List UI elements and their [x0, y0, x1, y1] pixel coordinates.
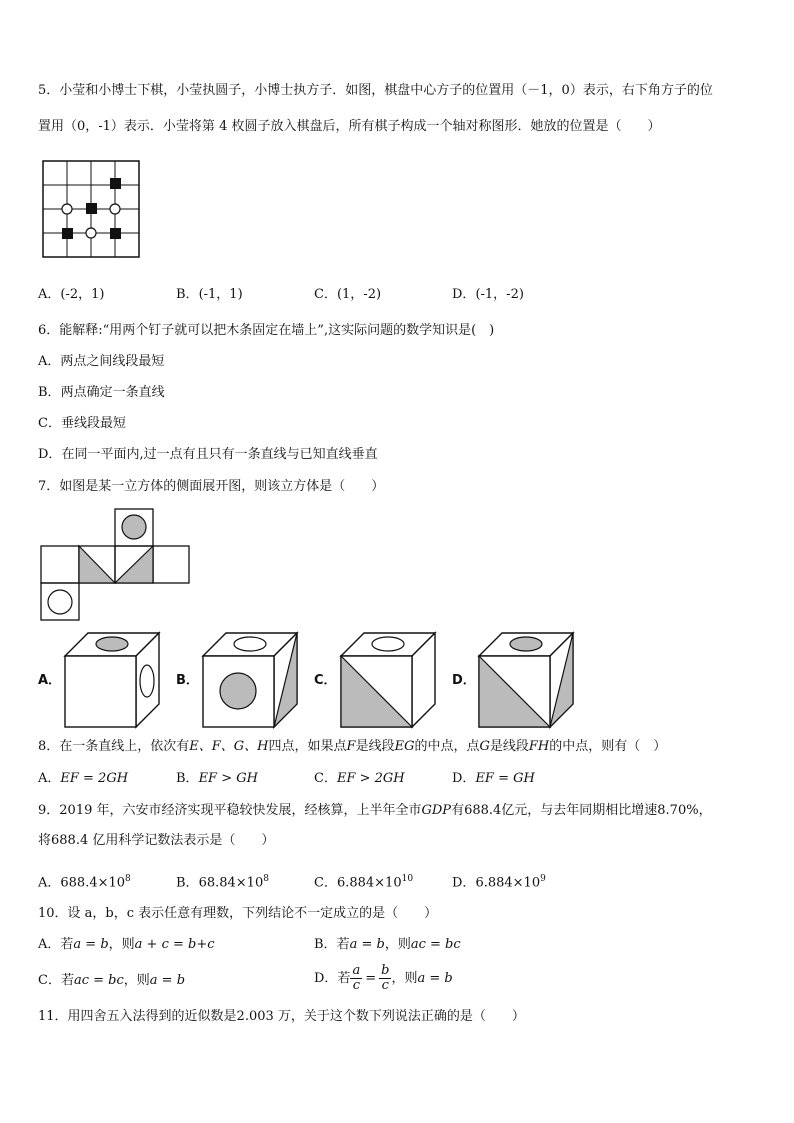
cube-option-b[interactable] — [200, 630, 300, 730]
open-circle-face — [140, 665, 154, 697]
open-circle-face — [234, 637, 266, 651]
q9-option-d[interactable] — [452, 870, 546, 892]
q7-text: 7．如图是某一立方体的侧面展开图，则该立方体是（ ） — [38, 479, 385, 494]
q5-option-a[interactable] — [38, 286, 104, 304]
round-piece — [62, 204, 72, 214]
option-value: EF = GH — [475, 771, 535, 786]
shaded-circle-face — [220, 673, 256, 709]
option-text: ，则 — [108, 937, 135, 952]
option-label: B． — [38, 385, 61, 400]
option-label: A． — [38, 287, 61, 302]
fraction-b-over-c — [379, 964, 391, 993]
open-circle-face — [48, 590, 72, 614]
cube-option-a[interactable] — [62, 630, 162, 730]
option-value: 垂线段最短 — [60, 416, 126, 431]
option-value: EF > 2GH — [336, 771, 405, 786]
q8-text-part: 是线段 — [355, 739, 395, 754]
q10-option-c[interactable] — [38, 972, 185, 990]
option-result: a = b — [417, 970, 453, 986]
q8-option-b[interactable] — [176, 770, 258, 788]
q5-option-d[interactable] — [452, 286, 524, 304]
option-value: 两点之间线段最短 — [60, 354, 165, 369]
q8-option-d[interactable] — [452, 770, 535, 788]
q5-option-c[interactable] — [314, 286, 381, 304]
square-piece — [110, 178, 121, 189]
option-label: B． — [176, 287, 199, 302]
square-piece — [86, 203, 97, 214]
shaded-circle-face — [122, 515, 146, 539]
option-label: D． — [452, 287, 476, 302]
q9-option-a[interactable] — [38, 870, 131, 892]
cube-option-d[interactable] — [476, 630, 576, 730]
q8-text — [38, 738, 666, 756]
q5-option-b[interactable] — [176, 286, 243, 304]
option-condition: ac = bc — [73, 973, 124, 988]
q9-text-part: 有688.4亿元，与去年同期相比增速8.70%， — [451, 803, 712, 818]
option-label: C． — [314, 875, 337, 891]
shaded-circle-face — [510, 637, 542, 651]
shaded-triangle-face — [79, 546, 115, 583]
option-label: C． — [314, 771, 337, 786]
fraction-denominator: c — [381, 978, 389, 993]
q9-text-line1 — [38, 802, 712, 820]
q8-point-f: F — [346, 739, 356, 754]
q10-option-a[interactable] — [38, 936, 215, 954]
q8-segment-eg: EG — [394, 739, 415, 754]
square-piece — [110, 228, 121, 239]
option-text: 若 — [60, 973, 74, 988]
option-label: B． — [314, 937, 337, 952]
option-mantissa: 68.84×10 — [198, 875, 264, 891]
option-condition: a = b — [73, 937, 109, 952]
q8-segment-fh: FH — [528, 739, 550, 754]
option-value: (1，-2) — [336, 287, 382, 302]
fraction-denominator: c — [352, 978, 360, 993]
option-label: A． — [38, 771, 61, 786]
shaded-triangle-face — [115, 546, 153, 583]
q8-text-part: 的中点，点 — [414, 739, 480, 754]
option-result: a + c = b+c — [134, 937, 215, 952]
q10-text: 10．设 a，b，c 表示任意有理数，下列结论不一定成立的是（ ） — [38, 906, 438, 921]
q7-option-a-label[interactable]: A． — [38, 673, 62, 688]
q6-option-a[interactable] — [38, 353, 164, 371]
option-label: D． — [314, 970, 338, 986]
q6-text: 6．能解释:“用两个钉子就可以把木条固定在墙上”,这实际问题的数学知识是( ) — [38, 323, 495, 338]
option-label: D． — [38, 447, 62, 462]
fraction-numerator: b — [381, 963, 390, 978]
q6-option-d[interactable] — [38, 446, 378, 464]
q11-text: 11．用四舍五入法得到的近似数是2.003 万，关于这个数下列说法正确的是（ ） — [38, 1009, 525, 1024]
fraction-numerator: a — [352, 963, 361, 978]
option-label: C． — [38, 416, 61, 431]
q8-text-part: 是线段 — [489, 739, 529, 754]
q7-option-c-label[interactable]: C． — [314, 673, 337, 688]
q5-text-line1: 5．小莹和小博士下棋，小莹执圆子，小博士执方子．如图，棋盘中心方子的位置用（－1，0）表示，右下角方子的位 — [38, 83, 713, 98]
q8-text-part: 四点，如果点 — [268, 739, 347, 754]
option-value: EF = 2GH — [60, 771, 129, 786]
round-piece — [86, 228, 96, 238]
round-piece — [110, 204, 120, 214]
cube-net-figure — [38, 506, 193, 621]
option-value: (-1，-2) — [475, 287, 524, 302]
option-value: 在同一平面内,过一点有且只有一条直线与已知直线垂直 — [61, 447, 378, 462]
q6-option-b[interactable] — [38, 384, 165, 402]
option-label: C． — [38, 973, 61, 988]
q7-option-b-label[interactable]: B． — [176, 673, 199, 688]
q8-point-g: G — [479, 739, 490, 754]
option-label: D． — [452, 771, 476, 786]
option-exponent: 10 — [401, 874, 414, 884]
q9-text-part: 9．2019 年，六安市经济实现平稳较快发展，经核算，上半年全市 — [38, 803, 422, 818]
option-mantissa: 688.4×10 — [60, 875, 126, 891]
q9-gdp: GDP — [421, 803, 452, 818]
equals-sign: = — [365, 970, 377, 986]
q6-option-c[interactable] — [38, 415, 126, 433]
chessboard-figure — [40, 158, 144, 262]
option-text: 若 — [336, 937, 350, 952]
option-label: B． — [176, 875, 199, 891]
q10-option-b[interactable] — [314, 936, 461, 954]
option-condition: a = b — [349, 937, 385, 952]
option-value: 两点确定一条直线 — [60, 385, 165, 400]
open-circle-face — [372, 637, 404, 651]
q8-option-a[interactable] — [38, 770, 128, 788]
option-label: D． — [452, 875, 476, 891]
option-value: (-2，1) — [60, 287, 105, 302]
q5-text-line2: 置用（0，-1）表示．小莹将第 4 枚圆子放入棋盘后，所有棋子构成一个轴对称图形．她放的位置是（ ） — [38, 119, 661, 134]
option-text: ，则 — [123, 973, 150, 988]
q7-option-d-label[interactable]: D． — [452, 673, 476, 688]
q9-option-c[interactable] — [314, 870, 413, 892]
option-label: A． — [38, 875, 61, 891]
option-text: 若 — [337, 970, 351, 986]
option-mantissa: 6.884×10 — [336, 875, 402, 891]
option-exponent: 8 — [125, 874, 131, 884]
option-exponent: 8 — [263, 874, 269, 884]
q8-text-part: 的中点，则有（ ） — [549, 739, 667, 754]
option-text: ，则 — [391, 970, 418, 986]
cube-option-c[interactable] — [338, 630, 438, 730]
option-label: A． — [38, 354, 61, 369]
option-label: A． — [38, 937, 61, 952]
q8-points: E、F、G、H — [189, 739, 269, 754]
option-text: 若 — [60, 937, 74, 952]
option-label: B． — [176, 771, 199, 786]
option-value: (-1，1) — [198, 287, 243, 302]
option-exponent: 9 — [540, 874, 546, 884]
q9-option-b[interactable] — [176, 870, 269, 892]
fraction-a-over-c — [350, 964, 362, 993]
q9-text-line2: 将688.4 亿用科学记数法表示是（ ） — [38, 833, 275, 848]
option-result: a = b — [149, 973, 186, 988]
option-value: EF > GH — [198, 771, 258, 786]
option-label: C． — [314, 287, 337, 302]
option-mantissa: 6.884×10 — [475, 875, 541, 891]
q10-option-d[interactable] — [314, 964, 453, 993]
square-piece — [62, 228, 73, 239]
q8-text-part: 8．在一条直线上，依次有 — [38, 739, 190, 754]
q8-option-c[interactable] — [314, 770, 405, 788]
option-result: ac = bc — [410, 937, 461, 952]
shaded-circle-face — [96, 637, 128, 651]
option-text: ，则 — [384, 937, 411, 952]
